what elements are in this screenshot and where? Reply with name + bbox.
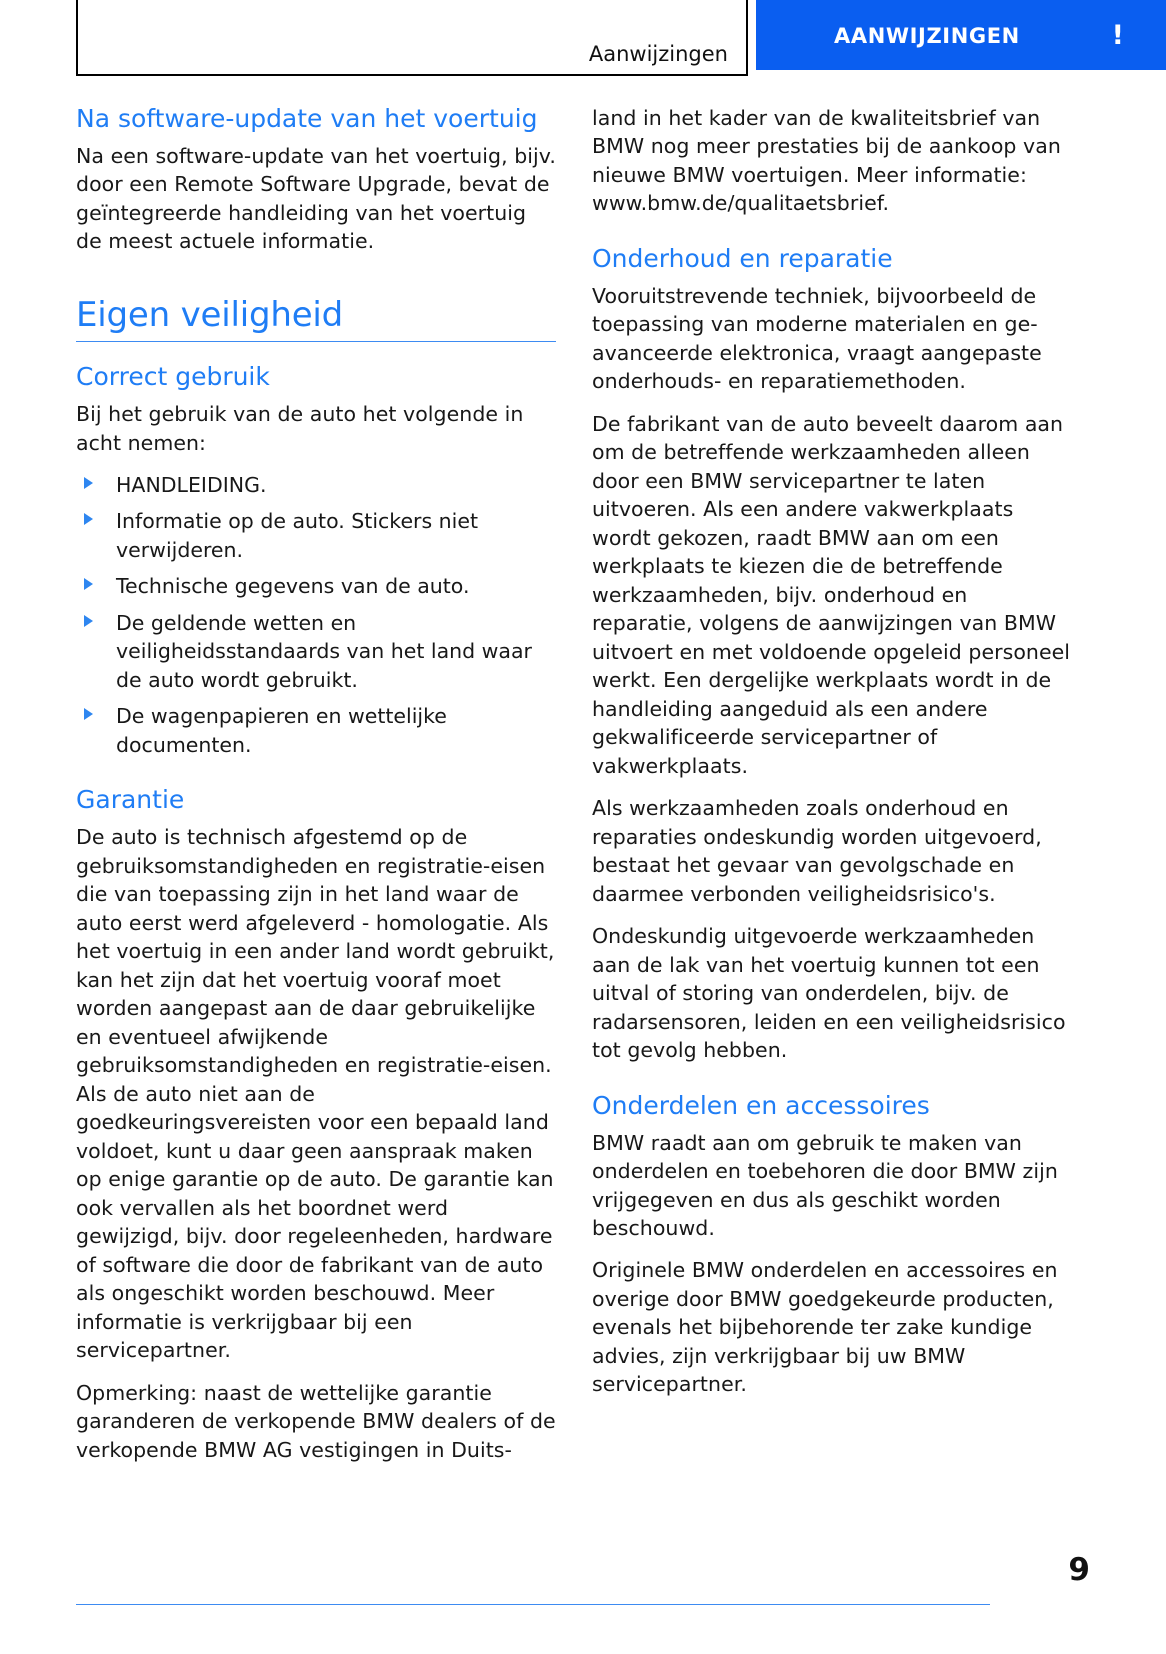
footer-divider	[76, 1604, 990, 1605]
list-item-text: De geldende wetten en veiligheidsstandaards van het land waar de auto wordt gebruikt.	[116, 610, 532, 692]
section-divider	[76, 341, 556, 342]
paragraph-onderhoud-3: Als werkzaamheden zoals onderhoud en reparaties ondeskundig worden uitgevoerd, bestaat het gevaar van gevolgschade en daarmee verbonden veiligheidsrisico's.	[592, 796, 1042, 906]
paragraph-garantie-2: Opmerking: naast de wettelijke garantie garanderen de verkopende BMW dealers of de verkopende BMW AG vestigingen in Duits-	[76, 1380, 556, 1462]
header-chapter-tab	[756, 0, 1166, 70]
triangle-bullet-icon	[84, 477, 93, 489]
list-item	[76, 609, 556, 694]
exclamation-icon: !	[1111, 20, 1124, 51]
triangle-bullet-icon	[84, 578, 93, 590]
heading-garantie: Garantie	[76, 785, 185, 815]
paragraph-onderhoud-2: De fabrikant van de auto beveelt daarom aan om de betreffende werkzaamheden alleen door een BMW servicepartner te laten uitvoeren. Als een andere vakwerkplaats wordt gekozen, raadt BMW aan om een werkplaats te kiezen die de betreffende werkzaamheden, bijv. onderhoud en reparatie, volgens de aanwijzingen van BMW uitvoert en met voldoende opgeleid personeel werkt. Een dergelijke werkplaats wordt in de handleiding aangeduid als een andere gekwalificeerde servicepartner of vakwerkplaats.	[592, 411, 1071, 778]
list-item-text: HANDLEIDING.	[116, 473, 267, 497]
list-item	[76, 702, 556, 759]
triangle-bullet-icon	[84, 513, 93, 525]
heading-software-update: Na software-update van het voertuig	[76, 104, 538, 133]
triangle-bullet-icon	[84, 615, 93, 627]
section-title-eigen-veiligheid: Eigen veiligheid	[76, 294, 344, 335]
heading-onderhoud-reparatie: Onderhoud en reparatie	[592, 243, 893, 273]
paragraph-onderhoud-1: Vooruitstrevende techniek, bijvoorbeeld de toepassing van moderne materialen en ge-avanceerde elektronica, vraagt aangepaste onderhouds- en reparatiemethoden.	[592, 283, 1042, 394]
header-title-box	[76, 0, 748, 76]
list-item	[76, 572, 556, 600]
paragraph-onderdelen-2: Originele BMW onderdelen en accessoires en overige door BMW goedgekeurde producten, evenals het bijbehorende ter zake kundige advies, zijn verkrijgbaar bij uw BMW servicepartner.	[592, 1258, 1058, 1397]
page-header	[0, 0, 1166, 78]
header-tab-label: AANWIJZINGEN	[834, 24, 1020, 48]
left-column	[76, 104, 556, 1478]
header-box-label: Aanwijzingen	[588, 42, 728, 66]
right-column	[592, 104, 1072, 1413]
paragraph-correct-gebruik: Bij het gebruik van de auto het volgende in acht nemen:	[76, 402, 524, 455]
triangle-bullet-icon	[84, 708, 93, 720]
paragraph-garantie-1: De auto is technisch afgestemd op de gebruiksomstandigheden en registratie-eisen die van toepassing zijn in het land waar de auto eerst werd afgeleverd - homologatie. Als het voertuig in een ander land wordt gebruikt, kan het zijn dat het voertuig vooraf moet worden aangepast aan de daar gebruikelijke en eventueel afwijkende gebruiksomstandigheden en registratie-eisen. Als de auto niet aan de goedkeuringsvereisten voor een bepaald land voldoet, kunt u daar geen aanspraak maken op enige garantie op de auto. De garantie kan ook vervallen als het boordnet werd gewijzigd, bijv. door regeleenheden, hardware of software die door de fabrikant van de auto als ongeschikt worden beschouwd. Meer informatie is verkrijgbaar bij een servicepartner.	[76, 825, 555, 1363]
list-item-text: De wagenpapieren en wettelijke documenten.	[116, 704, 447, 757]
heading-correct-gebruik: Correct gebruik	[76, 362, 270, 392]
paragraph-onderdelen-1: BMW raadt aan om gebruik te maken van onderdelen en toebehoren die door BMW zijn vrijgegeven en dus als geschikt worden beschouwd.	[592, 1130, 1058, 1240]
list-item-text: Technische gegevens van de auto.	[116, 574, 470, 599]
paragraph-onderhoud-4: Ondeskundig uitgevoerde werkzaamheden aan de lak van het voertuig kunnen tot een uitval of storing van onderdelen, bijv. de radarsensoren, leiden en een veiligheidsrisico tot gevolg hebben.	[592, 924, 1066, 1063]
paragraph-software-update: Na een software-update van het voertuig, bijv. door een Remote Software Upgrade, bevat de geïntegreerde handleiding van het voertuig de meest actuele informatie.	[76, 144, 556, 254]
paragraph-garantie-continuation: land in het kader van de kwaliteitsbrief van BMW nog meer prestaties bij de aankoop van nieuwe BMW voertuigen. Meer informatie: www.bmw.de/qualitaetsbrief.	[592, 106, 1061, 216]
bullet-list-correct-gebruik	[76, 471, 556, 759]
list-item	[76, 471, 556, 499]
list-item	[76, 507, 556, 564]
list-item-text: Informatie op de auto. Stickers niet verwijderen.	[116, 509, 479, 562]
heading-onderdelen-accessoires: Onderdelen en accessoires	[592, 1090, 930, 1120]
page-number: 9	[1068, 1552, 1090, 1588]
